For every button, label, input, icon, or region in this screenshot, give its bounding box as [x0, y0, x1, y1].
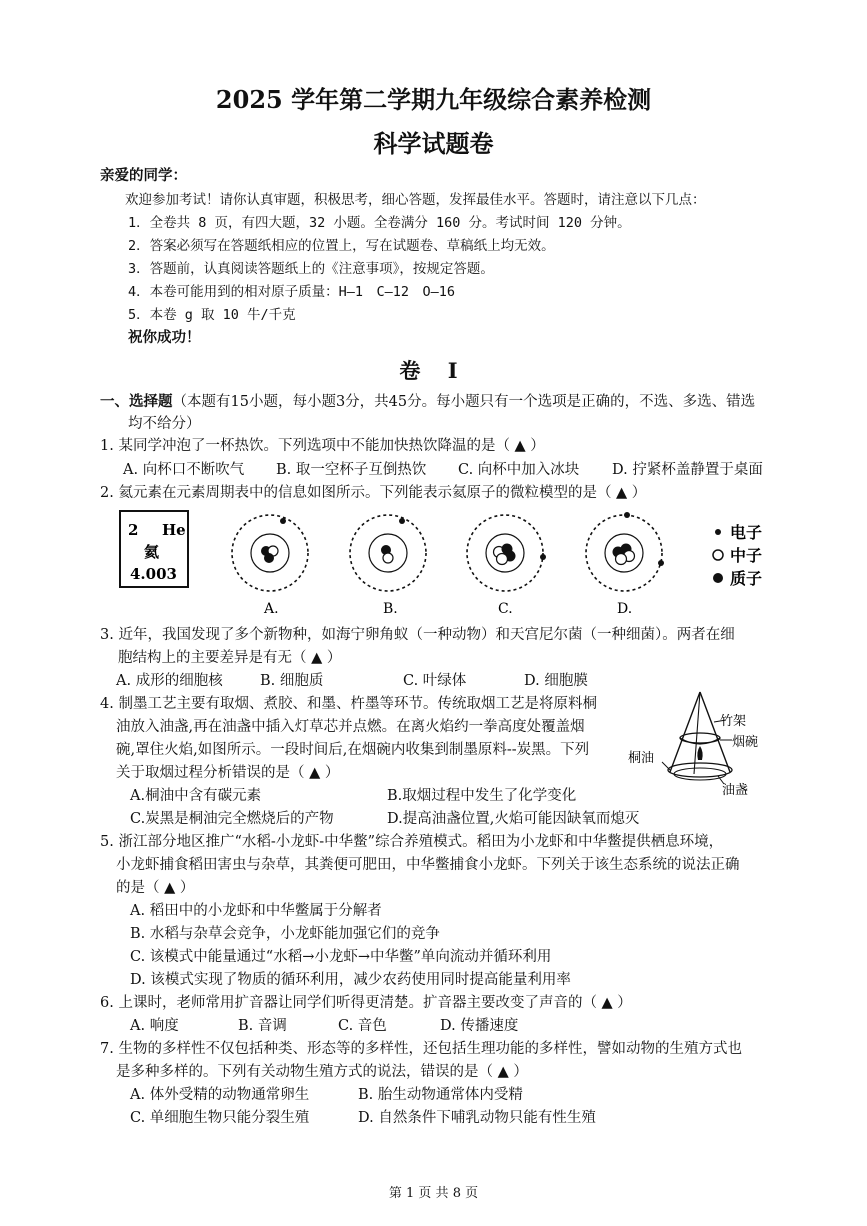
element-number: 2 [128, 521, 139, 539]
note-5: 5．本卷 g 取 10 牛/千克 [128, 307, 296, 323]
q5-option-b: B. 水稻与杂草会竞争，小龙虾能加强它们的竞争 [130, 926, 440, 942]
q4-line-4: 关于取烟过程分析错误的是（ ▲ ） [116, 765, 340, 781]
q5-option-a: A. 稻田中的小龙虾和中华鳖属于分解者 [130, 903, 382, 919]
q6-stem: 6. 上课时，老师常用扩音器让同学们听得更清楚。扩音器主要改变了声音的（ ▲ ） [100, 995, 632, 1011]
exam-subtitle: 科学试题卷 [373, 129, 494, 158]
q5-option-c: C. 该模式中能量通过“水稻→小龙虾→中华鳖”单向流动并循环利用 [130, 949, 552, 965]
section-heading-cont: 均不给分） [128, 416, 201, 432]
page-number: 第 1 页 共 8 页 [388, 1186, 479, 1201]
section-heading [100, 390, 755, 411]
note-3: 3．答题前，认真阅读答题纸上的《注意事项》，按规定答题。 [128, 261, 494, 277]
q2-stem: 2. 氦元素在元素周期表中的信息如图所示。下列能表示氦原子的微粒模型的是（ ▲ ） [100, 485, 647, 501]
q7-option-d: D. 自然条件下哺乳动物只能有性生殖 [358, 1110, 596, 1126]
q7-stem-cont: 是多种多样的。下列有关动物生殖方式的说法，错误的是（ ▲ ） [116, 1064, 528, 1080]
element-symbol: He [162, 521, 186, 539]
label-bamboo-frame: 竹架 [720, 714, 747, 729]
q7-stem: 7. 生物的多样性不仅包括种类、形态等的多样性，还包括生理功能的多样性，譬如动物的生殖方式也 [100, 1041, 742, 1057]
q4-line-1: 4. 制墨工艺主要有取烟、煮胶、和墨、杵墨等环节。传统取烟工艺是将原料桐 [100, 696, 597, 712]
atom-model-c [467, 515, 546, 591]
q1-option-c: C. 向杯中加入冰块 [458, 462, 580, 478]
label-smoke-bowl: 烟碗 [732, 735, 759, 750]
model-label-a: A. [264, 601, 279, 617]
legend-proton: 质子 [730, 569, 763, 588]
q6-option-c: C. 音色 [338, 1018, 387, 1034]
q4-line-3: 碗,罩住火焰,如图所示。一段时间后,在烟碗内收集到制墨原料--炭黑。下列 [116, 742, 590, 758]
q5-line-2: 小龙虾捕食稻田害虫与杂草，其粪便可肥田，中华鳖捕食小龙虾。下列关于该生态系统的说法正确 [116, 857, 740, 873]
atom-legend [713, 523, 762, 588]
atom-model-b [350, 515, 426, 591]
q6-option-a: A. 响度 [130, 1018, 179, 1034]
q4-ink-figure [628, 688, 768, 800]
q7-option-c: C. 单细胞生物只能分裂生殖 [130, 1110, 310, 1126]
q1-option-b: B. 取一空杯子互倒热饮 [276, 462, 427, 478]
q3-option-d: D. 细胞膜 [524, 673, 588, 689]
q5-line-3: 的是（ ▲ ） [116, 880, 195, 896]
q4-line-2: 油放入油盏,再在油盏中插入灯草芯并点燃。在离火焰约一拳高度处覆盖烟 [116, 719, 585, 735]
q7-option-b: B. 胎生动物通常体内受精 [358, 1087, 523, 1103]
legend-neutron: 中子 [730, 546, 763, 565]
q3-option-a: A. 成形的细胞核 [116, 673, 223, 689]
volume-heading: 卷 Ⅰ [399, 358, 468, 383]
closing: 祝你成功！ [128, 329, 201, 346]
q3-stem: 3. 近年，我国发现了多个新物种，如海宁卵角蚁（一种动物）和天宫尼尔菌（一种细菌）。两者在细 [100, 627, 735, 643]
label-oil-dish: 油盏 [722, 783, 749, 798]
q1-option-a: A. 向杯口不断吹气 [123, 462, 245, 478]
section-heading-bold: 一、选择题 [100, 393, 173, 410]
q3-option-b: B. 细胞质 [260, 673, 324, 689]
q4-option-b: B.取烟过程中发生了化学变化 [387, 788, 577, 804]
model-label-c: C. [498, 601, 513, 617]
element-card [120, 511, 188, 587]
note-4: 4．本卷可能用到的相对原子质量：H—1 C—12 O—16 [128, 284, 456, 300]
atom-model-d [586, 512, 664, 591]
label-tung-oil: 桐油 [628, 751, 655, 766]
legend-electron: 电子 [730, 523, 763, 542]
q4-option-c: C.炭黑是桐油完全燃烧后的产物 [130, 811, 334, 827]
welcome-text: 欢迎参加考试！请你认真审题，积极思考，细心答题，发挥最佳水平。答题时，请注意以下几点： [125, 192, 706, 208]
section-heading-rest: （本题有15小题，每小题3分，共45分。每小题只有一个选项是正确的，不选、多选、错选 [172, 394, 756, 410]
q5-option-d: D. 该模式实现了物质的循环利用，减少农药使用同时提高能量利用率 [130, 972, 571, 988]
q1-stem: 1. 某同学冲泡了一杯热饮。下列选项中不能加快热饮降温的是（ ▲ ） [100, 438, 545, 454]
q3-option-c: C. 叶绿体 [403, 673, 467, 689]
note-1: 1．全卷共 8 页，有四大题，32 小题。全卷满分 160 分。考试时间 120 分钟。 [128, 215, 631, 231]
element-name: 氦 [144, 543, 160, 561]
greeting: 亲爱的同学： [100, 167, 187, 184]
q4-option-a: A.桐油中含有碳元素 [130, 788, 262, 804]
q7-option-a: A. 体外受精的动物通常卵生 [130, 1087, 310, 1103]
exam-title: 2025 学年第二学期九年级综合素养检测 [215, 85, 652, 114]
q6-option-d: D. 传播速度 [440, 1018, 519, 1034]
q3-stem-cont: 胞结构上的主要差异是有无（ ▲ ） [118, 650, 342, 666]
model-label-b: B. [383, 601, 398, 617]
model-label-d: D. [617, 601, 633, 617]
q4-option-d: D.提高油盏位置,火焰可能因缺氧而熄灭 [387, 811, 640, 827]
q1-option-d: D. 拧紧杯盖静置于桌面 [612, 462, 763, 478]
atom-model-a [232, 515, 308, 591]
q6-option-b: B. 音调 [238, 1018, 287, 1034]
note-2: 2．答案必须写在答题纸相应的位置上，写在试题卷、草稿纸上均无效。 [128, 238, 555, 254]
q5-line-1: 5. 浙江部分地区推广“水稻-小龙虾-中华鳖”综合养殖模式。稻田为小龙虾和中华鳖提供栖息环境， [100, 834, 724, 850]
element-mass: 4.003 [130, 565, 177, 583]
q2-figure [100, 505, 800, 623]
